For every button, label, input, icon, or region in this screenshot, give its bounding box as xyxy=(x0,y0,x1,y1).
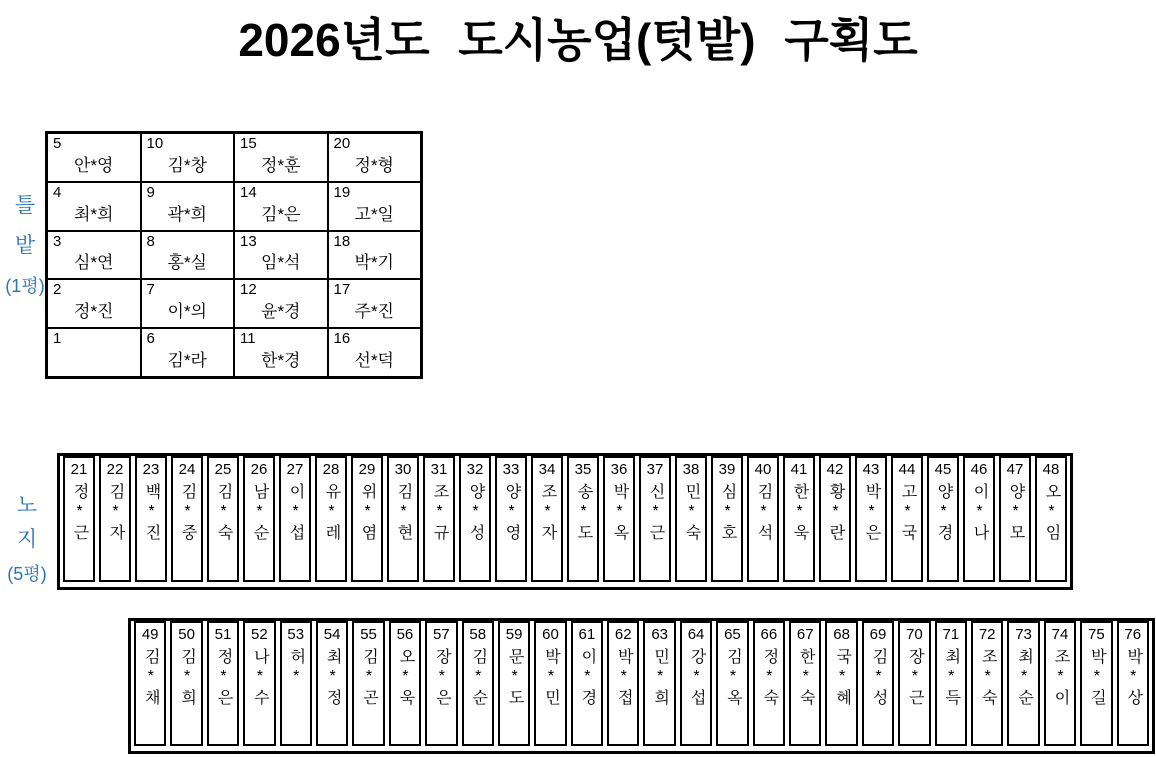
bed-plot-cell xyxy=(48,329,140,376)
field-plot-cell xyxy=(387,456,419,582)
plot-number: 32 xyxy=(466,461,484,478)
field-plot-cell xyxy=(898,621,930,746)
field-plot-cell xyxy=(459,456,491,582)
plot-holder-name: 이*나 xyxy=(971,483,988,544)
field-plot-cell xyxy=(935,621,967,746)
plot-holder-name: 김*숙 xyxy=(215,483,232,544)
bed-plot-cell xyxy=(329,329,421,376)
plot-holder-name: 장*은 xyxy=(433,648,451,709)
plot-holder-name: 남*순 xyxy=(251,483,268,544)
plot-holder-name: 한*경 xyxy=(261,350,301,370)
field-plot-cell xyxy=(243,621,275,746)
plot-number: 68 xyxy=(833,626,850,643)
plot-number: 16 xyxy=(333,330,351,348)
field-plot-cell xyxy=(675,456,707,582)
plot-holder-name: 박*옥 xyxy=(611,483,628,544)
plot-number: 56 xyxy=(396,626,414,643)
plot-number: 33 xyxy=(502,461,520,478)
plot-number: 4 xyxy=(53,183,62,201)
plot-holder-name: 조*자 xyxy=(539,483,556,544)
bed-plot-cell xyxy=(329,183,421,230)
plot-number: 64 xyxy=(687,626,705,643)
field-plot-cell xyxy=(971,621,1003,746)
bed-plot-cell xyxy=(235,134,327,181)
field-label-size: (5평) xyxy=(7,564,47,584)
field-plot-cell xyxy=(316,621,348,746)
bed-plot-cell xyxy=(48,232,140,279)
plot-holder-name: 조*규 xyxy=(431,483,448,544)
plot-number: 46 xyxy=(970,461,988,478)
field-plot-cell xyxy=(862,621,894,746)
field-plot-cell xyxy=(423,456,455,582)
plot-holder-name: 윤*경 xyxy=(261,302,301,322)
plot-holder-name: 나*수 xyxy=(251,648,269,709)
plot-number: 19 xyxy=(333,183,351,201)
field-section-label xyxy=(2,489,52,591)
plot-number: 70 xyxy=(906,626,923,643)
plot-holder-name: 고*일 xyxy=(354,204,394,224)
plot-holder-name: 최*득 xyxy=(942,648,960,709)
bed-label-size: (1평) xyxy=(5,276,45,296)
plot-holder-name: 안*영 xyxy=(74,155,114,175)
plot-number: 29 xyxy=(358,461,376,478)
plot-number: 21 xyxy=(70,461,88,478)
plot-holder-name: 김*순 xyxy=(469,648,487,709)
plot-holder-name: 최*희 xyxy=(74,204,114,224)
field-plot-cell xyxy=(711,456,743,582)
plot-holder-name: 유*레 xyxy=(323,483,340,544)
plot-holder-name: 박*길 xyxy=(1088,648,1106,709)
field-plot-cell xyxy=(783,456,815,582)
plot-number: 2 xyxy=(53,281,62,299)
plot-holder-name: 박*민 xyxy=(542,648,560,709)
field-label-line: 지 xyxy=(16,528,38,551)
plot-holder-name: 민*희 xyxy=(651,648,669,709)
plot-holder-name: 송*도 xyxy=(575,483,592,544)
plot-number: 12 xyxy=(240,281,257,299)
plot-holder-name: 홍*실 xyxy=(167,253,207,273)
plot-number: 59 xyxy=(505,626,523,643)
plot-holder-name: 김*자 xyxy=(107,483,124,544)
field-plot-cell xyxy=(855,456,887,582)
plot-number: 6 xyxy=(146,330,155,348)
plot-number: 9 xyxy=(146,183,155,201)
plot-holder-name: 주*진 xyxy=(354,302,394,322)
plot-holder-name: 양*모 xyxy=(1007,483,1024,544)
field-plot-cell xyxy=(1007,621,1039,746)
field-plot-cell xyxy=(789,621,821,746)
plot-number: 8 xyxy=(146,232,155,250)
field-plot-cell xyxy=(1044,621,1076,746)
field-plot-strip-lower xyxy=(128,618,1155,754)
plot-holder-name: 정*근 xyxy=(71,483,88,544)
plot-holder-name: 박*은 xyxy=(863,483,880,544)
field-plot-strip-upper xyxy=(57,453,1073,590)
plot-number: 65 xyxy=(724,626,741,643)
plot-number: 53 xyxy=(287,626,305,643)
field-plot-cell xyxy=(999,456,1031,582)
plot-number: 14 xyxy=(240,183,257,201)
field-plot-cell xyxy=(389,621,421,746)
plot-number: 75 xyxy=(1088,626,1105,643)
bed-plot-cell xyxy=(235,280,327,327)
field-plot-cell xyxy=(243,456,275,582)
plot-number: 71 xyxy=(942,626,960,643)
bed-plot-cell xyxy=(235,329,327,376)
plot-holder-name: 정*은 xyxy=(214,648,232,709)
plot-holder-name: 오*임 xyxy=(1043,483,1060,544)
field-plot-cell xyxy=(825,621,857,746)
plot-holder-name: 심*연 xyxy=(74,253,114,273)
plot-number: 37 xyxy=(646,461,664,478)
field-plot-cell xyxy=(963,456,995,582)
plot-number: 66 xyxy=(760,626,778,643)
field-plot-cell xyxy=(351,456,383,582)
bed-plot-cell xyxy=(235,232,327,279)
plot-holder-name: 조*이 xyxy=(1051,648,1069,709)
bed-plot-cell xyxy=(329,280,421,327)
plot-number: 76 xyxy=(1124,626,1142,643)
field-plot-cell xyxy=(207,621,239,746)
plot-holder-name: 양*성 xyxy=(467,483,484,544)
plot-number: 11 xyxy=(240,330,256,348)
plot-holder-name: 김*창 xyxy=(167,155,207,175)
field-plot-cell xyxy=(425,621,457,746)
plot-holder-name: 한*숙 xyxy=(797,648,815,709)
bed-plot-cell xyxy=(329,232,421,279)
field-plot-cell xyxy=(170,621,202,746)
plot-holder-name: 임*석 xyxy=(261,253,301,273)
plot-holder-name: 정*숙 xyxy=(760,648,778,709)
plot-holder-name: 심*호 xyxy=(719,483,736,544)
plot-holder-name: 박*상 xyxy=(1124,648,1142,709)
plot-number: 63 xyxy=(651,626,668,643)
plot-number: 10 xyxy=(146,135,164,152)
field-plot-cell xyxy=(643,621,675,746)
plot-number: 39 xyxy=(718,461,736,478)
field-plot-cell xyxy=(747,456,779,582)
plot-number: 69 xyxy=(869,626,887,643)
plot-number: 50 xyxy=(178,626,195,643)
field-plot-cell xyxy=(63,456,95,582)
field-plot-cell xyxy=(99,456,131,582)
field-plot-cell xyxy=(280,621,312,746)
plot-number: 15 xyxy=(240,135,257,152)
plot-number: 25 xyxy=(214,461,232,478)
plot-number: 58 xyxy=(469,626,487,643)
plot-number: 35 xyxy=(574,461,592,478)
plot-number: 31 xyxy=(430,461,448,478)
plot-number: 41 xyxy=(790,461,808,478)
plot-holder-name: 김*중 xyxy=(179,483,196,544)
field-plot-cell xyxy=(531,456,563,582)
plot-holder-name: 최*정 xyxy=(324,648,342,709)
field-plot-cell xyxy=(891,456,923,582)
plot-number: 61 xyxy=(578,626,596,643)
plot-holder-name: 강*섭 xyxy=(688,648,706,709)
plot-number: 45 xyxy=(934,461,952,478)
plot-number: 5 xyxy=(53,135,62,152)
field-plot-cell xyxy=(534,621,566,746)
plot-number: 43 xyxy=(862,461,880,478)
field-plot-cell xyxy=(498,621,530,746)
field-plot-cell xyxy=(716,621,748,746)
plot-holder-name: 김*석 xyxy=(755,483,772,544)
bed-plot-cell xyxy=(142,280,234,327)
plot-number: 57 xyxy=(432,626,450,643)
plot-holder-name: 이*경 xyxy=(578,648,596,709)
plot-holder-name: 박*기 xyxy=(354,253,394,273)
field-plot-cell xyxy=(171,456,203,582)
plot-number: 51 xyxy=(214,626,232,643)
plot-number: 47 xyxy=(1006,461,1024,478)
plot-holder-name: 백*진 xyxy=(143,483,160,544)
bed-plot-cell xyxy=(48,134,140,181)
plot-number: 3 xyxy=(53,232,62,250)
plot-number: 22 xyxy=(106,461,124,478)
plot-holder-name: 김*은 xyxy=(261,204,301,224)
plot-number: 60 xyxy=(542,626,559,643)
field-plot-cell xyxy=(462,621,494,746)
plot-number: 23 xyxy=(142,461,160,478)
field-plot-cell xyxy=(279,456,311,582)
field-plot-cell xyxy=(134,621,166,746)
field-plot-cell xyxy=(639,456,671,582)
plot-holder-name: 황*란 xyxy=(827,483,844,544)
plot-number: 18 xyxy=(333,232,351,250)
plot-number: 52 xyxy=(251,626,268,643)
bed-label-line: 밭 xyxy=(14,234,36,257)
plot-holder-name: 박*접 xyxy=(615,648,633,709)
plot-number: 27 xyxy=(286,461,304,478)
plot-holder-name: 김*라 xyxy=(167,350,207,370)
plot-holder-name: 오*욱 xyxy=(396,648,414,709)
plot-number: 20 xyxy=(333,135,351,152)
field-label-line: 노 xyxy=(16,494,38,517)
plot-number: 49 xyxy=(141,626,159,643)
plot-holder-name: 이*의 xyxy=(167,302,207,322)
plot-number: 44 xyxy=(898,461,916,478)
plot-holder-name: 김*성 xyxy=(870,648,887,709)
plot-holder-name: 양*영 xyxy=(503,483,520,544)
plot-holder-name: 김*곤 xyxy=(360,648,378,709)
field-plot-cell xyxy=(607,621,639,746)
plot-number: 13 xyxy=(240,232,257,250)
plot-number: 26 xyxy=(250,461,268,478)
plot-number: 40 xyxy=(754,461,772,478)
plot-holder-name: 위*염 xyxy=(359,483,376,544)
plot-number: 73 xyxy=(1015,626,1032,643)
field-plot-cell xyxy=(680,621,712,746)
plot-number: 74 xyxy=(1051,626,1069,643)
plot-number: 72 xyxy=(978,626,996,643)
bed-plot-cell xyxy=(142,134,234,181)
plot-number: 7 xyxy=(146,281,155,299)
plot-number: 55 xyxy=(360,626,377,643)
bed-plot-grid xyxy=(45,131,423,379)
field-plot-cell xyxy=(753,621,785,746)
plot-number: 67 xyxy=(796,626,814,643)
plot-number: 42 xyxy=(826,461,844,478)
field-plot-cell xyxy=(567,456,599,582)
field-plot-cell xyxy=(315,456,347,582)
plot-number: 17 xyxy=(333,281,351,299)
bed-plot-cell xyxy=(142,183,234,230)
bed-plot-cell xyxy=(142,329,234,376)
bed-plot-cell xyxy=(235,183,327,230)
plot-number: 54 xyxy=(323,626,341,643)
bed-section-label xyxy=(2,186,48,306)
bed-plot-cell xyxy=(48,280,140,327)
plot-holder-name: 최*순 xyxy=(1015,648,1033,709)
plot-holder-name: 정*훈 xyxy=(261,155,301,175)
plot-number: 48 xyxy=(1042,461,1060,478)
plot-holder-name: 양*경 xyxy=(935,483,952,544)
plot-holder-name: 김*현 xyxy=(395,483,412,544)
bed-label-line: 틀 xyxy=(14,194,36,217)
field-plot-cell xyxy=(352,621,384,746)
field-plot-cell xyxy=(495,456,527,582)
field-plot-cell xyxy=(819,456,851,582)
plot-number: 34 xyxy=(538,461,556,478)
field-plot-cell xyxy=(571,621,603,746)
plot-holder-name: 고*국 xyxy=(899,483,916,544)
bed-plot-cell xyxy=(48,183,140,230)
plot-holder-name: 선*덕 xyxy=(354,350,394,370)
page-title: 2026년도 도시농업(텃밭) 구획도 xyxy=(238,14,918,66)
plot-number: 62 xyxy=(614,626,632,643)
plot-holder-name: 곽*희 xyxy=(167,204,207,224)
plot-holder-name: 김*희 xyxy=(178,648,196,709)
bed-plot-cell xyxy=(329,134,421,181)
field-plot-cell xyxy=(1080,621,1112,746)
plot-holder-name: 국*혜 xyxy=(833,648,851,709)
field-plot-cell xyxy=(135,456,167,582)
plot-holder-name: 정*진 xyxy=(74,302,114,322)
plot-number: 30 xyxy=(394,461,412,478)
plot-number: 38 xyxy=(682,461,700,478)
bed-plot-cell xyxy=(142,232,234,279)
field-plot-cell xyxy=(1035,456,1067,582)
plot-holder-name: 조*숙 xyxy=(979,648,997,709)
field-plot-cell xyxy=(1117,621,1149,746)
plot-holder-name: 한*욱 xyxy=(791,483,808,544)
field-plot-cell xyxy=(927,456,959,582)
plot-holder-name: 김*옥 xyxy=(724,648,742,709)
plot-number: 1 xyxy=(53,330,62,348)
field-plot-cell xyxy=(207,456,239,582)
plot-number: 24 xyxy=(178,461,196,478)
plot-holder-name: 이*섭 xyxy=(287,483,304,544)
plot-holder-name: 문*도 xyxy=(506,648,524,709)
plot-holder-name: 김*채 xyxy=(142,648,160,709)
plot-holder-name: 허* xyxy=(287,648,305,689)
plot-holder-name: 장*근 xyxy=(906,648,924,709)
plot-holder-name: 신*근 xyxy=(647,483,664,544)
plot-holder-name: 민*숙 xyxy=(683,483,700,544)
plot-holder-name: 정*형 xyxy=(354,155,394,175)
field-plot-cell xyxy=(603,456,635,582)
plot-number: 36 xyxy=(610,461,628,478)
plot-number: 28 xyxy=(322,461,340,478)
